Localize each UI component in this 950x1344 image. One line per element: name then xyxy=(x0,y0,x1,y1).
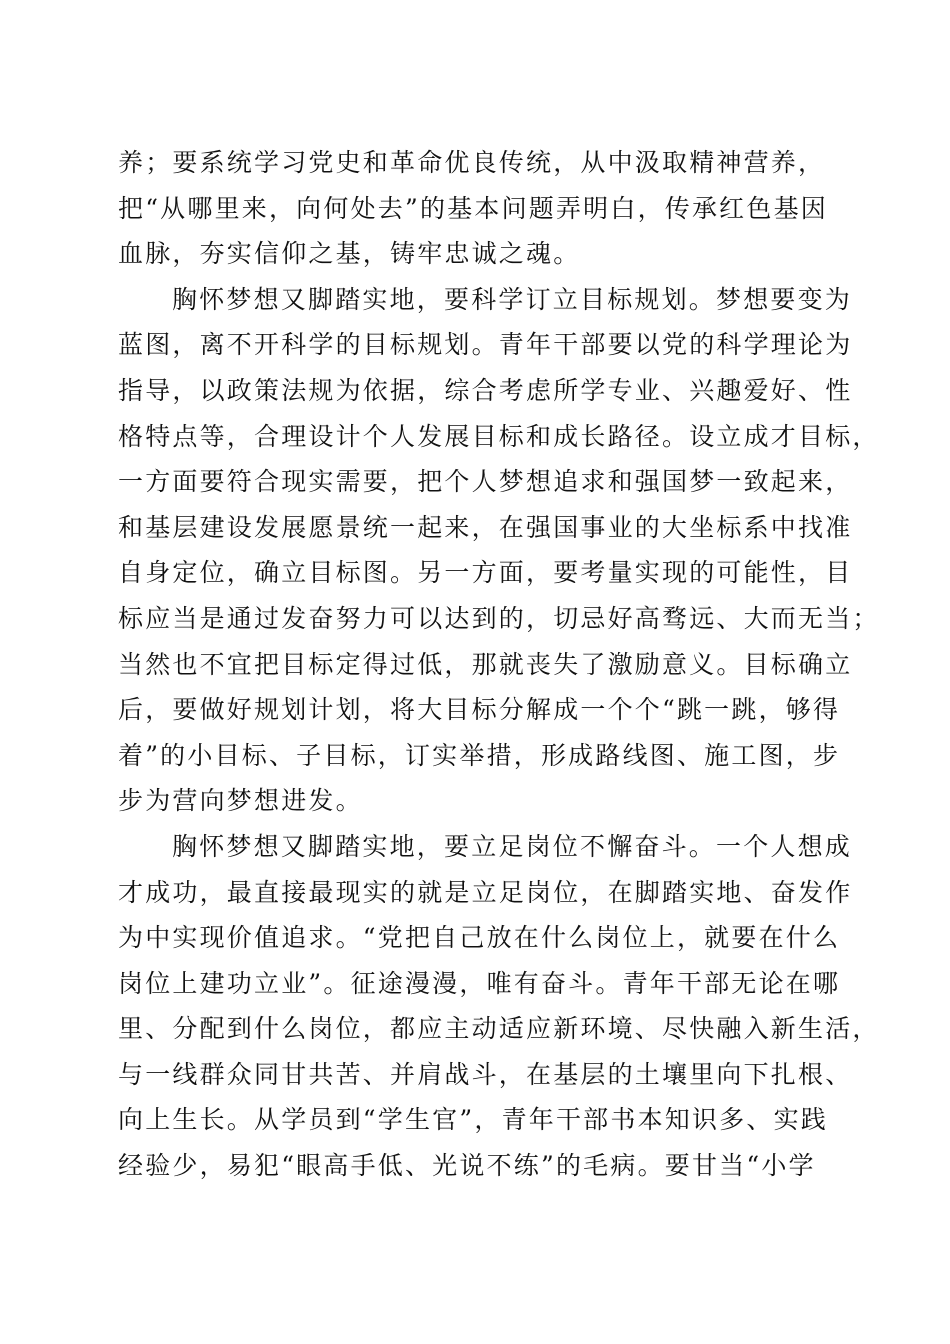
paragraph-line: 才成功，最直接最现实的就是立足岗位，在脚踏实地、奋发作 xyxy=(118,877,853,907)
paragraph-line: 把“从哪里来，向何处去”的基本问题弄明白，传承红色基因 xyxy=(118,193,828,223)
paragraph-line: 血脉，夯实信仰之基，铸牢忠诚之魂。 xyxy=(118,239,581,269)
paragraph-line: 与一线群众同甘共苦、并肩战斗，在基层的土壤里向下扎根、 xyxy=(118,1059,853,1089)
paragraph-line: 格特点等，合理设计个人发展目标和成长路径。设立成才目标， xyxy=(118,421,880,451)
paragraph-line: 指导，以政策法规为依据，综合考虑所学专业、兴趣爱好、性 xyxy=(118,375,853,405)
paragraph-line: 自身定位，确立目标图。另一方面，要考量实现的可能性，目 xyxy=(118,558,853,588)
paragraph-line: 和基层建设发展愿景统一起来，在强国事业的大坐标系中找准 xyxy=(118,512,853,542)
document-body xyxy=(118,140,880,1189)
paragraph-line: 胸怀梦想又脚踏实地，要科学订立目标规划。梦想要变为 xyxy=(172,284,853,314)
paragraph-line: 标应当是通过发奋努力可以达到的，切忌好高骛远、大而无当； xyxy=(118,603,880,633)
paragraph-line: 岗位上建功立业”。征途漫漫，唯有奋斗。青年干部无论在哪 xyxy=(118,968,841,998)
paragraph-line: 经验少，易犯“眼高手低、光说不练”的毛病。要甘当“小学 xyxy=(118,1151,816,1181)
paragraph-line: 养；要系统学习党史和革命优良传统，从中汲取精神营养， xyxy=(118,148,826,177)
paragraph-line: 步为营向梦想进发。 xyxy=(118,786,363,816)
paragraph-line: 里、分配到什么岗位，都应主动适应新环境、尽快融入新生活， xyxy=(118,1014,880,1044)
paragraph-line: 当然也不宜把目标定得过低，那就丧失了激励意义。目标确立 xyxy=(118,649,853,679)
paragraph-line: 一方面要符合现实需要，把个人梦想追求和强国梦一致起来， xyxy=(118,467,853,497)
paragraph-2 xyxy=(118,277,880,824)
paragraph-line: 向上生长。从学员到“学生官”，青年干部书本知识多、实践 xyxy=(118,1105,828,1135)
paragraph-3 xyxy=(118,824,880,1189)
paragraph-line: 胸怀梦想又脚踏实地，要立足岗位不懈奋斗。一个人想成 xyxy=(172,831,853,861)
paragraph-line: 蓝图，离不开科学的目标规划。青年干部要以党的科学理论为 xyxy=(118,330,853,360)
paragraph-line: 着”的小目标、子目标，订实举措，形成路线图、施工图，步 xyxy=(118,740,841,770)
paragraph-line: 为中实现价值追求。“党把自己放在什么岗位上，就要在什么 xyxy=(118,923,841,953)
paragraph-line: 后，要做好规划计划，将大目标分解成一个个“跳一跳，够得 xyxy=(118,695,841,725)
paragraph-1 xyxy=(118,140,838,277)
